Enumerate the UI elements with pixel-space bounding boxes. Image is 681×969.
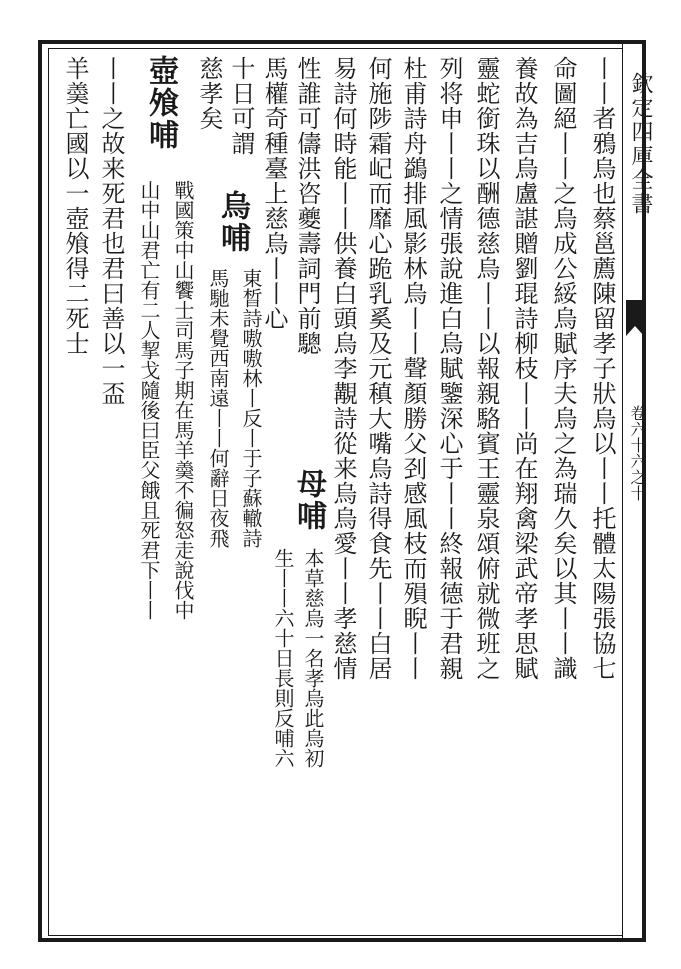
text-column-2: 命圖絕丨丨之烏成公綏烏賦序夫烏之為瑞久矣以其丨丨識	[549, 56, 577, 681]
note-crow-feeding: 東晳詩嗷嗷林丨反丨于子蘇轍詩	[239, 268, 263, 548]
note-mother-feeding: 本草慈烏一名孝烏此烏初	[301, 548, 325, 768]
text-column-9: 性誰可儔洪咨夔壽詞門前驄	[293, 56, 321, 356]
heading-mother-feeding: 母哺	[291, 468, 326, 532]
text-column-1: 丨丨者鴉烏也蔡邕薦陳留孝子狀烏以丨丨托體太陽張協七	[588, 56, 616, 681]
text-column-14: 羊羮亡國以一壺飧得二死士	[61, 56, 89, 356]
volume-label: 卷六十六之十	[628, 405, 647, 501]
heading-crow-feeding: 烏哺	[215, 190, 250, 254]
text-column-4: 靈蛇銜珠以酬德慈烏丨丨以報親駱賓王靈泉頌俯就微班之	[472, 56, 500, 681]
text-column-3: 養故為吉烏盧諶贈劉琨詩柳枝丨丨尚在翔禽梁武帝孝思賦	[510, 56, 538, 681]
text-column-10: 馬權奇種臺上慈烏丨丨心	[260, 56, 288, 331]
text-column-8: 易詩何時能丨丨供養白頭烏李覯詩從来烏烏愛丨丨孝慈情	[329, 56, 357, 681]
heading-pot-meal: 壺飧哺	[143, 55, 178, 151]
text-column-6: 杜甫詩舟鷁排風影林烏丨丨聲顏勝父刭感風枝而殞睨丨丨	[399, 56, 427, 681]
note-mother-feeding-cont: 生丨丨六十日長則反哺六	[271, 548, 295, 768]
text-column-13: 丨丨之故来死君也君曰善以一盃	[97, 56, 125, 406]
note-crow-feeding-cont: 馬馳未覺西南遠丨丨何辭日夜飛	[206, 268, 230, 548]
banner-rule	[622, 40, 623, 942]
text-column-7: 何施陟霜屺而靡心跪乳奚及元稹大嘴烏詩得食先丨丨白居	[364, 56, 392, 681]
fish-tail-mark	[626, 300, 644, 336]
note-pot-meal-cont: 山中山君亡有二人挈戈隨後曰臣父餓且死君下丨丨	[137, 180, 161, 620]
text-column-12: 慈孝矣	[195, 56, 223, 131]
note-pot-meal: 戰國策中山饗士司馬子期在馬羊羮不徧怒走說伐中	[171, 180, 195, 620]
text-column-11: 十日可謂	[227, 56, 255, 156]
book-title: 欽定四庫全書	[628, 72, 653, 216]
text-column-5: 列将申丨丨之情張說進白烏賦鑒深心于丨丨終報德于君親	[435, 56, 463, 681]
